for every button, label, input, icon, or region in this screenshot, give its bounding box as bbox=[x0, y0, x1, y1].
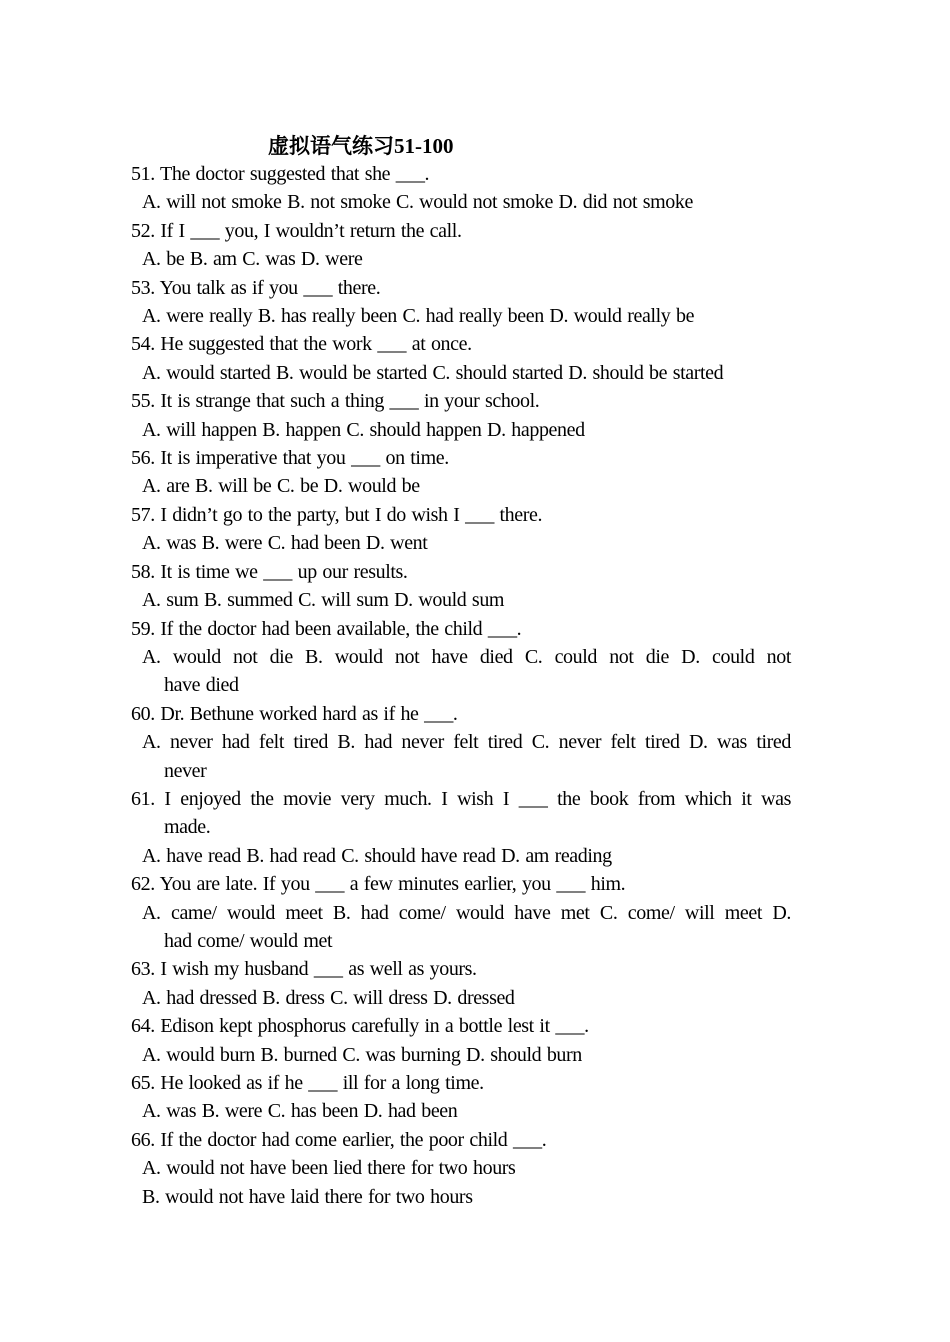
question-line: 62. You are late. If you ___ a few minutes earlier, you ___ him. bbox=[131, 873, 626, 896]
option-line: A. sum B. summed C. will sum D. would sum bbox=[142, 589, 505, 612]
continuation-line: have died bbox=[164, 674, 239, 697]
continuation-line: made. bbox=[164, 816, 211, 839]
question-line: 58. It is time we ___ up our results. bbox=[131, 560, 408, 583]
question-line: 61. I enjoyed the movie very much. I wish I ___ the book from which it was bbox=[131, 787, 791, 810]
option-line: A. came/ would meet B. had come/ would have met C. come/ will meet D. bbox=[142, 901, 791, 924]
option-line: A. were really B. has really been C. had really been D. would really be bbox=[142, 305, 695, 328]
question-line: 64. Edison kept phosphorus carefully in a bottle lest it ___. bbox=[131, 1015, 589, 1038]
option-line: B. would not have laid there for two hours bbox=[142, 1185, 473, 1208]
option-line: A. will not smoke B. not smoke C. would not smoke D. did not smoke bbox=[142, 191, 693, 214]
option-line: A. would burn B. burned C. was burning D. should burn bbox=[142, 1043, 582, 1066]
question-line: 60. Dr. Bethune worked hard as if he ___. bbox=[131, 702, 458, 725]
option-line: A. will happen B. happen C. should happen D. happened bbox=[142, 418, 585, 441]
question-line: 54. He suggested that the work ___ at once. bbox=[131, 333, 472, 356]
question-line: 63. I wish my husband ___ as well as yours. bbox=[131, 958, 477, 981]
option-line: A. was B. were C. had been D. went bbox=[142, 532, 428, 555]
option-line: A. are B. will be C. be D. would be bbox=[142, 475, 420, 498]
question-line: 53. You talk as if you ___ there. bbox=[131, 276, 381, 299]
option-line: A. would not die B. would not have died C. could not die D. could not bbox=[142, 645, 791, 668]
option-line: A. would started B. would be started C. should started D. should be started bbox=[142, 361, 724, 384]
continuation-line: had come/ would met bbox=[164, 929, 333, 952]
question-line: 57. I didn’t go to the party, but I do wish I ___ there. bbox=[131, 503, 543, 526]
option-line: A. was B. were C. has been D. had been bbox=[142, 1100, 458, 1123]
question-line: 59. If the doctor had been available, the child ___. bbox=[131, 617, 522, 640]
option-line: A. never had felt tired B. had never felt tired C. never felt tired D. was tired bbox=[142, 731, 791, 754]
page-title bbox=[268, 132, 454, 160]
option-line: A. be B. am C. was D. were bbox=[142, 248, 363, 271]
title-text: 虚拟语气练习 bbox=[268, 134, 394, 158]
continuation-line: never bbox=[164, 759, 207, 782]
question-line: 55. It is strange that such a thing ___ in your school. bbox=[131, 390, 540, 413]
question-line: 56. It is imperative that you ___ on time. bbox=[131, 447, 449, 470]
option-line: A. would not have been lied there for two hours bbox=[142, 1157, 516, 1180]
question-line: 66. If the doctor had come earlier, the poor child ___. bbox=[131, 1128, 547, 1151]
question-list bbox=[131, 160, 791, 1211]
question-line: 51. The doctor suggested that she ___. bbox=[131, 163, 430, 185]
option-line: A. had dressed B. dress C. will dress D. dressed bbox=[142, 986, 515, 1009]
option-line: A. have read B. had read C. should have read D. am reading bbox=[142, 844, 612, 867]
question-line: 52. If I ___ you, I wouldn’t return the call. bbox=[131, 219, 462, 242]
title-range: 51-100 bbox=[394, 134, 454, 158]
question-line: 65. He looked as if he ___ ill for a long time. bbox=[131, 1072, 484, 1094]
